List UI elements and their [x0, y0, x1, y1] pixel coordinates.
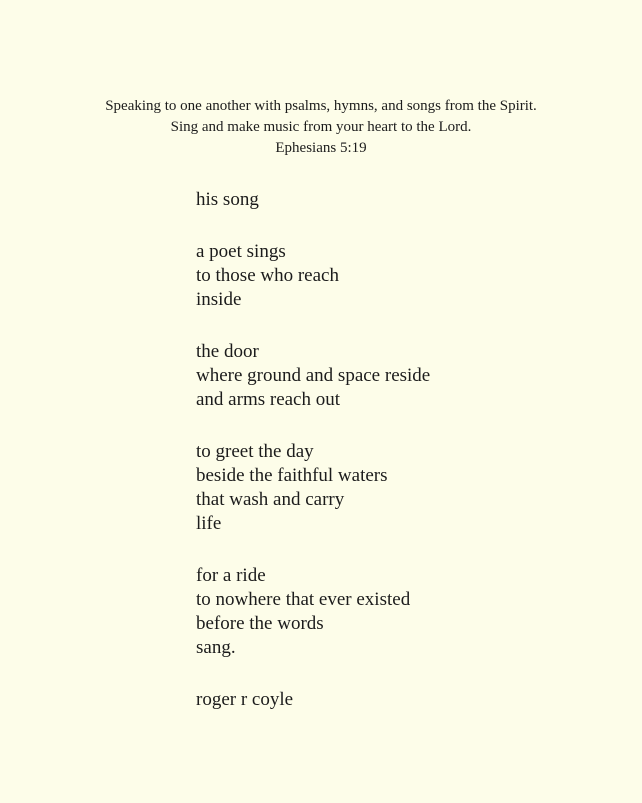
poem-stanza	[196, 440, 430, 536]
epigraph-line: Sing and make music from your heart to the Lord.	[170, 119, 472, 135]
poem-signature-stanza	[196, 688, 430, 712]
poem-stanza	[196, 240, 430, 312]
poem-line: a poet sings	[196, 241, 286, 262]
poem-stanza	[196, 340, 430, 412]
poem-line: to nowhere that ever existed	[196, 589, 411, 610]
epigraph	[0, 96, 642, 159]
poem-line: life	[196, 513, 222, 534]
poem-line: that wash and carry	[196, 489, 345, 510]
poem-line: sang.	[196, 637, 236, 658]
poem-author: roger r coyle	[196, 689, 294, 710]
poem-line: where ground and space reside	[196, 365, 431, 386]
poem-line: for a ride	[196, 565, 266, 586]
poem-line: the door	[196, 341, 259, 362]
poem-title: his song	[196, 189, 259, 210]
poem-stanza	[196, 564, 430, 660]
poem	[196, 188, 430, 712]
poem-line: to greet the day	[196, 441, 314, 462]
epigraph-line: Speaking to one another with psalms, hymns, and songs from the Spirit.	[105, 98, 537, 114]
poem-line: to those who reach	[196, 265, 339, 286]
poem-line: inside	[196, 289, 242, 310]
poem-line: before the words	[196, 613, 324, 634]
poem-title-stanza	[196, 188, 430, 212]
poem-line: and arms reach out	[196, 389, 341, 410]
epigraph-citation: Ephesians 5:19	[275, 140, 367, 156]
poem-line: beside the faithful waters	[196, 465, 388, 486]
